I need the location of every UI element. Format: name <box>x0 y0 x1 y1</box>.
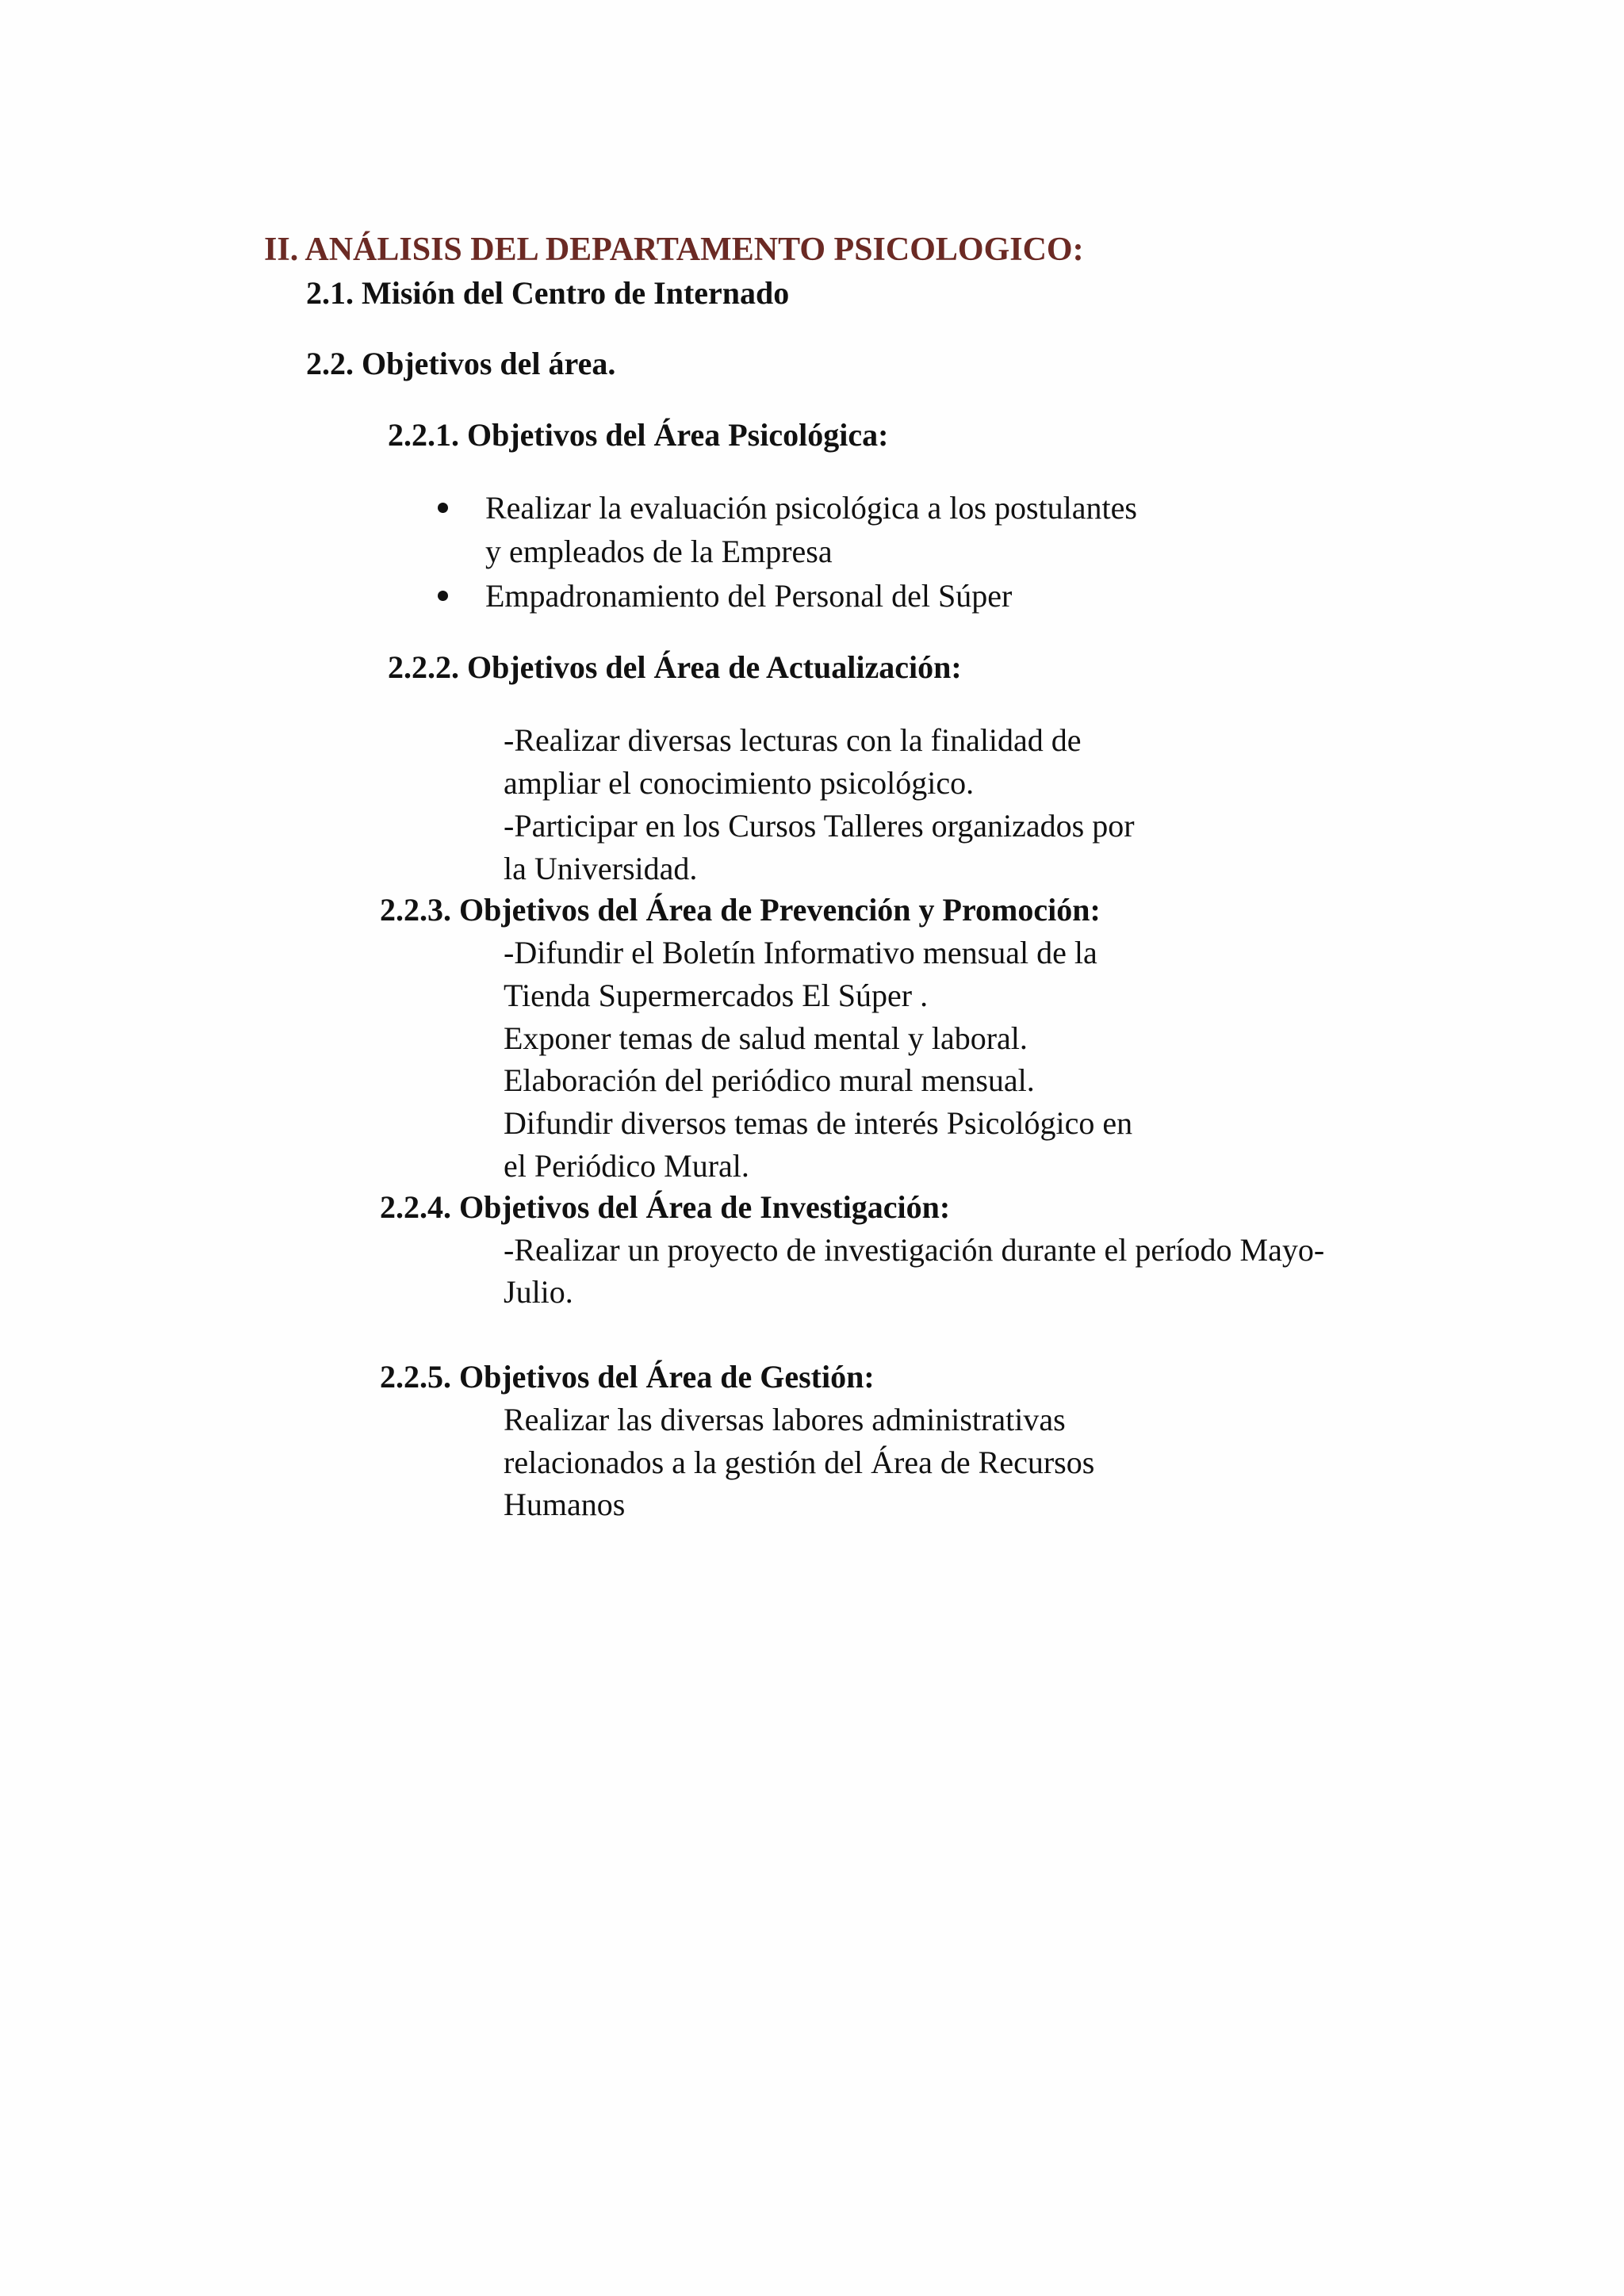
heading-2-2-2: 2.2.2. Objetivos del Área de Actualización: <box>388 649 962 685</box>
text-line: Difundir diversos temas de interés Psicológico en <box>504 1105 1133 1141</box>
text-line: Realizar las diversas labores administrativas <box>504 1402 1066 1437</box>
text-line: -Realizar diversas lecturas con la finalidad de <box>504 722 1082 758</box>
text-line: Julio. <box>504 1274 573 1310</box>
section-title: II. ANÁLISIS DEL DEPARTAMENTO PSICOLOGICO: <box>264 232 1084 268</box>
bullet-icon <box>438 503 448 513</box>
bullet-icon <box>438 591 448 601</box>
heading-2-1: 2.1. Misión del Centro de Internado <box>306 275 790 311</box>
text-line: -Realizar un proyecto de investigación durante el período Mayo- <box>504 1232 1325 1268</box>
heading-2-2-5: 2.2.5. Objetivos del Área de Gestión: <box>380 1359 875 1395</box>
text-line: Exponer temas de salud mental y laboral. <box>504 1020 1028 1056</box>
bullet-item-1-line-1: Realizar la evaluación psicológica a los postulantes <box>485 490 1137 526</box>
text-line: ampliar el conocimiento psicológico. <box>504 765 975 801</box>
bullet-item-2-line-1: Empadronamiento del Personal del Súper <box>485 578 1013 614</box>
text-line: -Participar en los Cursos Talleres organizados por <box>504 808 1135 844</box>
text-line: el Periódico Mural. <box>504 1148 749 1184</box>
heading-2-2-3: 2.2.3. Objetivos del Área de Prevención y Promoción: <box>380 892 1101 928</box>
text-line: relacionados a la gestión del Área de Recursos <box>504 1445 1095 1480</box>
text-line: la Universidad. <box>504 851 698 886</box>
heading-2-2-1: 2.2.1. Objetivos del Área Psicológica: <box>388 417 889 453</box>
text-line: Humanos <box>504 1487 626 1522</box>
bullet-item-1-line-2: y empleados de la Empresa <box>485 534 833 569</box>
text-line: -Difundir el Boletín Informativo mensual de la <box>504 935 1097 970</box>
text-line: Tienda Supermercados El Súper . <box>504 978 929 1013</box>
heading-2-2-4: 2.2.4. Objetivos del Área de Investigación: <box>380 1189 951 1225</box>
heading-2-2: 2.2. Objetivos del área. <box>306 346 616 381</box>
text-line: Elaboración del periódico mural mensual. <box>504 1062 1035 1098</box>
